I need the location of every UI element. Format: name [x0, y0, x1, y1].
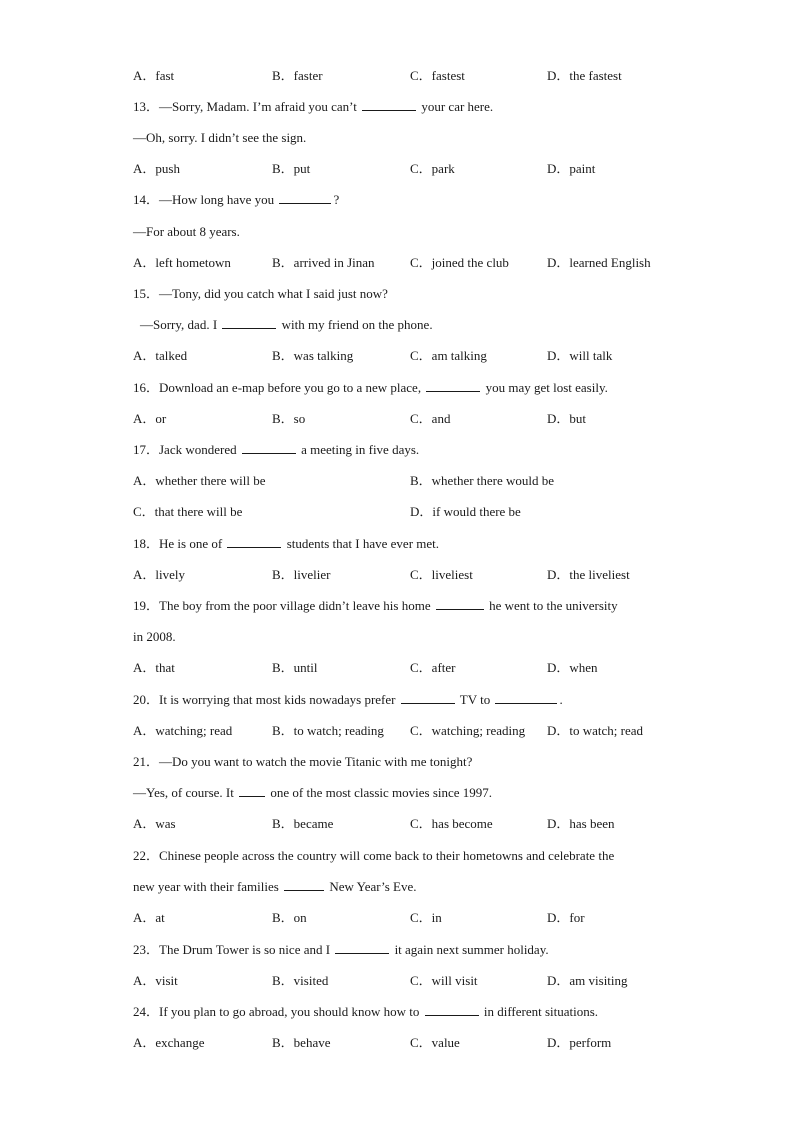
q15-option-a: A．talked — [133, 348, 188, 363]
q18-stem-post: students that I have ever met. — [286, 536, 440, 551]
q16-option-b: B．so — [272, 411, 306, 426]
q22-cont-post: New Year’s Eve. — [329, 879, 417, 894]
q21-option-a: A．was — [133, 816, 176, 831]
q21-reply-post: one of the most classic movies since 1997. — [270, 785, 493, 800]
q14-stem-pre: 14．—How long have you — [133, 192, 275, 207]
q14-option-b: B．arrived in Jinan — [272, 255, 375, 270]
q18-blank — [227, 535, 281, 548]
q13-stem-pre: 13．—Sorry, Madam. I’m afraid you can’t — [133, 99, 357, 114]
q21-option-d: D．has been — [547, 816, 615, 831]
q17-stem-pre: 17．Jack wondered — [133, 442, 237, 457]
q16-stem — [133, 378, 608, 398]
q22-cont-pre: new year with their families — [133, 879, 279, 894]
q24-option-b: B．behave — [272, 1035, 331, 1050]
q17-blank — [242, 441, 296, 454]
q17-option-b: B．whether there would be — [410, 473, 555, 488]
q20-stem — [133, 690, 563, 710]
q13-reply: —Oh, sorry. I didn’t see the sign. — [133, 130, 307, 145]
q24-option-d: D．perform — [547, 1035, 612, 1050]
q23-stem-pre: 23．The Drum Tower is so nice and I — [133, 942, 331, 957]
q19-blank — [436, 597, 484, 610]
q15-reply-post: with my friend on the phone. — [281, 317, 433, 332]
q16-option-a: A．or — [133, 411, 167, 426]
q18-option-d: D．the liveliest — [547, 567, 630, 582]
q13-stem — [133, 97, 493, 117]
q16-option-c: C．and — [410, 411, 451, 426]
q22-option-a: A．at — [133, 910, 165, 925]
q23-option-a: A．visit — [133, 973, 178, 988]
q15-reply-pre: —Sorry, dad. I — [140, 317, 218, 332]
q19-stem-cont: in 2008. — [133, 629, 176, 644]
q17-stem — [133, 440, 419, 460]
q22-stem-cont — [133, 877, 416, 897]
q19-stem-pre: 19．The boy from the poor village didn’t leave his home — [133, 598, 431, 613]
q23-option-c: C．will visit — [410, 973, 478, 988]
q24-blank — [425, 1003, 479, 1016]
q23-option-d: D．am visiting — [547, 973, 628, 988]
q15-blank — [222, 316, 276, 329]
q22-blank — [284, 878, 324, 891]
q17-option-c: C．that there will be — [133, 504, 243, 519]
q19-stem — [133, 596, 618, 616]
q21-option-b: B．became — [272, 816, 334, 831]
q23-stem-post: it again next summer holiday. — [394, 942, 549, 957]
q21-reply-pre: —Yes, of course. It — [133, 785, 234, 800]
q15-stem: 15．—Tony, did you catch what I said just now? — [133, 286, 388, 301]
q13-option-c: C．park — [410, 161, 455, 176]
q14-option-a: A．left hometown — [133, 255, 231, 270]
q23-option-b: B．visited — [272, 973, 329, 988]
q17-option-a: A．whether there will be — [133, 473, 266, 488]
q17-stem-post: a meeting in five days. — [301, 442, 420, 457]
q22-stem: 22．Chinese people across the country will come back to their hometowns and celebrate the — [133, 848, 615, 863]
q19-option-b: B．until — [272, 660, 318, 675]
q20-option-a: A．watching; read — [133, 723, 233, 738]
q19-option-d: D．when — [547, 660, 598, 675]
q15-reply — [140, 315, 433, 335]
q20-stem-mid: TV to — [459, 692, 491, 707]
q21-blank — [239, 784, 265, 797]
q13-option-b: B．put — [272, 161, 311, 176]
q24-stem — [133, 1002, 598, 1022]
q17-option-d: D．if would there be — [410, 504, 521, 519]
q15-option-b: B．was talking — [272, 348, 354, 363]
q24-option-a: A．exchange — [133, 1035, 205, 1050]
q15-option-d: D．will talk — [547, 348, 613, 363]
q18-stem-pre: 18．He is one of — [133, 536, 223, 551]
q19-option-a: A．that — [133, 660, 175, 675]
q21-stem: 21．—Do you want to watch the movie Titanic with me tonight? — [133, 754, 473, 769]
q15-option-c: C．am talking — [410, 348, 487, 363]
q14-stem — [133, 190, 339, 210]
q19-stem-post: he went to the university — [489, 598, 618, 613]
q21-option-c: C．has become — [410, 816, 493, 831]
q21-reply — [133, 783, 492, 803]
q24-stem-pre: 24．If you plan to go abroad, you should know how to — [133, 1004, 420, 1019]
q16-blank — [426, 379, 480, 392]
q14-option-c: C．joined the club — [410, 255, 509, 270]
q14-option-d: D．learned English — [547, 255, 651, 270]
q20-option-b: B．to watch; reading — [272, 723, 384, 738]
q19-option-c: C．after — [410, 660, 456, 675]
q20-option-c: C．watching; reading — [410, 723, 526, 738]
q20-stem-pre: 20．It is worrying that most kids nowadays prefer — [133, 692, 396, 707]
q12-option-c: C．fastest — [410, 68, 465, 83]
q24-option-c: C．value — [410, 1035, 460, 1050]
q23-blank — [335, 941, 389, 954]
q23-stem — [133, 940, 549, 960]
q16-stem-pre: 16．Download an e-map before you go to a new place, — [133, 380, 422, 395]
q16-stem-post: you may get lost easily. — [485, 380, 608, 395]
q18-stem — [133, 534, 439, 554]
q24-stem-post: in different situations. — [483, 1004, 599, 1019]
q14-stem-post: ? — [333, 192, 340, 207]
q12-option-b: B．faster — [272, 68, 323, 83]
q22-option-b: B．on — [272, 910, 307, 925]
q18-option-c: C．liveliest — [410, 567, 473, 582]
q13-option-a: A．push — [133, 161, 180, 176]
q14-blank — [279, 191, 331, 204]
q16-option-d: D．but — [547, 411, 587, 426]
q20-option-d: D．to watch; read — [547, 723, 644, 738]
q13-option-d: D．paint — [547, 161, 596, 176]
q18-option-a: A．lively — [133, 567, 185, 582]
q20-blank-1 — [401, 691, 455, 704]
q22-option-c: C．in — [410, 910, 442, 925]
q22-option-d: D．for — [547, 910, 585, 925]
q12-option-d: D．the fastest — [547, 68, 622, 83]
q13-blank — [362, 98, 416, 111]
q20-stem-post: . — [559, 692, 563, 707]
q14-reply: —For about 8 years. — [133, 224, 240, 239]
q13-stem-post: your car here. — [421, 99, 494, 114]
q12-option-a: A．fast — [133, 68, 175, 83]
q20-blank-2 — [495, 691, 557, 704]
q18-option-b: B．livelier — [272, 567, 331, 582]
